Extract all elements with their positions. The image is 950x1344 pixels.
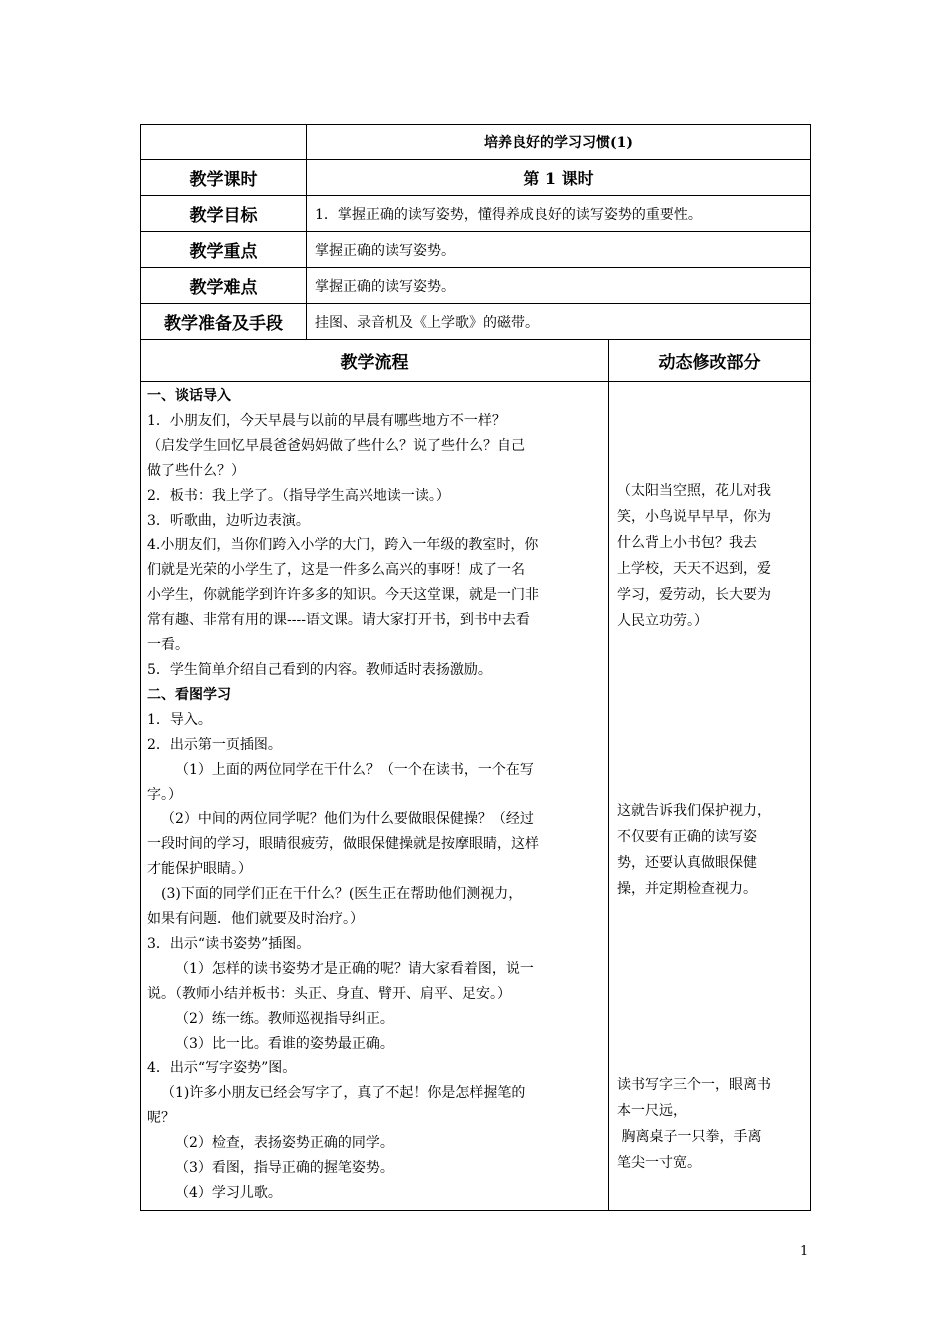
process-line: 1．小朋友们，今天早晨与以前的早晨有哪些地方不一样？: [147, 412, 506, 429]
difficulty-value: 掌握正确的读写姿势。: [307, 268, 811, 304]
goal-value: 1．掌握正确的读写姿势，懂得养成良好的读写姿势的重要性。: [307, 196, 811, 232]
process-line: 3．听歌曲，边听边表演。: [147, 512, 310, 529]
prep-row: [141, 304, 811, 340]
process-line: 2．出示第一页插图。: [147, 736, 282, 753]
process-line: （1）怎样的读书姿势才是正确的呢？请大家看着图，说一: [175, 960, 534, 977]
note-line: 上学校，天天不迟到，爱: [617, 561, 771, 577]
process-line: 5．学生简单介绍自己看到的内容。教师适时表扬激励。: [147, 661, 492, 678]
process-line: 才能保护眼睛。）: [147, 861, 252, 878]
process-line: 1．导入。: [147, 711, 212, 728]
prep-label: 教学准备及手段: [141, 304, 307, 340]
note-line: 学习，爱劳动，长大要为: [617, 587, 771, 603]
note-line: 笑，小鸟说早早早，你为: [617, 509, 771, 525]
note-line: （太阳当空照，花儿对我: [617, 483, 771, 499]
process-line: （2）练一练。教师巡视指导纠正。: [175, 1010, 394, 1027]
process-line: 4．出示“写字姿势”图。: [147, 1060, 297, 1077]
process-line: 一段时间的学习，眼睛很疲劳，做眼保健操就是按摩眼睛，这样: [147, 836, 539, 853]
process-line: 做了些什么？）: [147, 462, 245, 479]
process-line: 小学生，你就能学到许许多多的知识。今天这堂课，就是一门非: [147, 587, 539, 604]
process-line: （3）比一比。看谁的姿势最正确。: [175, 1035, 394, 1052]
process-line: （1）上面的两位同学在干什么？（一个在读书，一个在写: [175, 761, 534, 778]
key-point-value: 掌握正确的读写姿势。: [307, 232, 811, 268]
song-lyrics-note: [617, 478, 802, 634]
period-value: 第 1 课时: [307, 160, 811, 196]
process-line: (3)下面的同学们正在干什么？(医生正在帮助他们测视力，: [161, 886, 523, 903]
process-line: （2）检查，表扬姿势正确的同学。: [175, 1135, 394, 1152]
goal-row: [141, 196, 811, 232]
section-header-row: [141, 340, 811, 382]
section-heading: 一、谈话导入: [147, 388, 231, 404]
process-line: 字。）: [147, 786, 182, 803]
process-content: [141, 382, 609, 1211]
process-line: （4）学习儿歌。: [175, 1185, 282, 1201]
title-label-cell: [141, 125, 307, 160]
period-label: 教学课时: [141, 160, 307, 196]
lesson-plan-table: [140, 124, 811, 1211]
notes-content: [609, 382, 811, 1211]
page-number: 1: [800, 1244, 809, 1259]
note-line: 这就告诉我们保护视力，: [617, 803, 771, 819]
key-point-row: [141, 232, 811, 268]
key-point-label: 教学重点: [141, 232, 307, 268]
note-line: 本一尺远，: [617, 1103, 687, 1119]
goal-label: 教学目标: [141, 196, 307, 232]
process-line: （3）看图，指导正确的握笔姿势。: [175, 1160, 394, 1177]
process-line: 说。（教师小结并板书：头正、身直、臂开、肩平、足安。）: [147, 985, 511, 1002]
eyesight-note: [617, 798, 802, 902]
note-line: 读书写字三个一，眼离书: [617, 1077, 771, 1093]
process-line: 如果有问题．他们就要及时治疗。）: [147, 911, 364, 928]
difficulty-row: [141, 268, 811, 304]
process-line: 呢？: [147, 1110, 175, 1127]
posture-rhyme-note: [617, 1072, 802, 1176]
content-row: [141, 382, 811, 1211]
process-line: 一看。: [147, 637, 189, 654]
difficulty-label: 教学难点: [141, 268, 307, 304]
note-line: 什么背上小书包？我去: [617, 535, 757, 551]
note-line: 人民立功劳。）: [617, 613, 708, 629]
note-line: 胸离桌子一只拳，手离: [617, 1129, 762, 1145]
notes-header: 动态修改部分: [609, 340, 811, 382]
section-heading: 二、看图学习: [147, 686, 231, 703]
process-line: 2．板书：我上学了。（指导学生高兴地读一读。）: [147, 487, 450, 504]
lesson-title: 培养良好的学习习惯(1): [307, 125, 811, 160]
process-header: 教学流程: [141, 340, 609, 382]
process-line: （1)许多小朋友已经会写字了，真了不起！你是怎样握笔的: [161, 1085, 526, 1102]
process-line: 4.小朋友们，当你们跨入小学的大门，跨入一年级的教室时，你: [147, 537, 539, 554]
prep-value: 挂图、录音机及《上学歌》的磁带。: [307, 304, 811, 340]
process-line: （启发学生回忆早晨爸爸妈妈做了些什么？说了些什么？自己: [147, 437, 525, 454]
process-line: 3．出示“读书姿势”插图。: [147, 935, 311, 952]
process-line: 们就是光荣的小学生了，这是一件多么高兴的事呀！成了一名: [147, 562, 525, 579]
note-line: 操，并定期检查视力。: [617, 881, 757, 897]
note-line: 不仅要有正确的读写姿: [617, 829, 757, 845]
process-line: 常有趣、非常有用的课----语文课。请大家打开书，到书中去看: [147, 612, 530, 629]
period-row: [141, 160, 811, 196]
note-line: 笔尖一寸宽。: [617, 1155, 701, 1171]
process-line: （2）中间的两位同学呢？他们为什么要做眼保健操？（经过: [161, 811, 534, 828]
note-line: 势，还要认真做眼保健: [617, 855, 757, 871]
title-row: [141, 125, 811, 160]
